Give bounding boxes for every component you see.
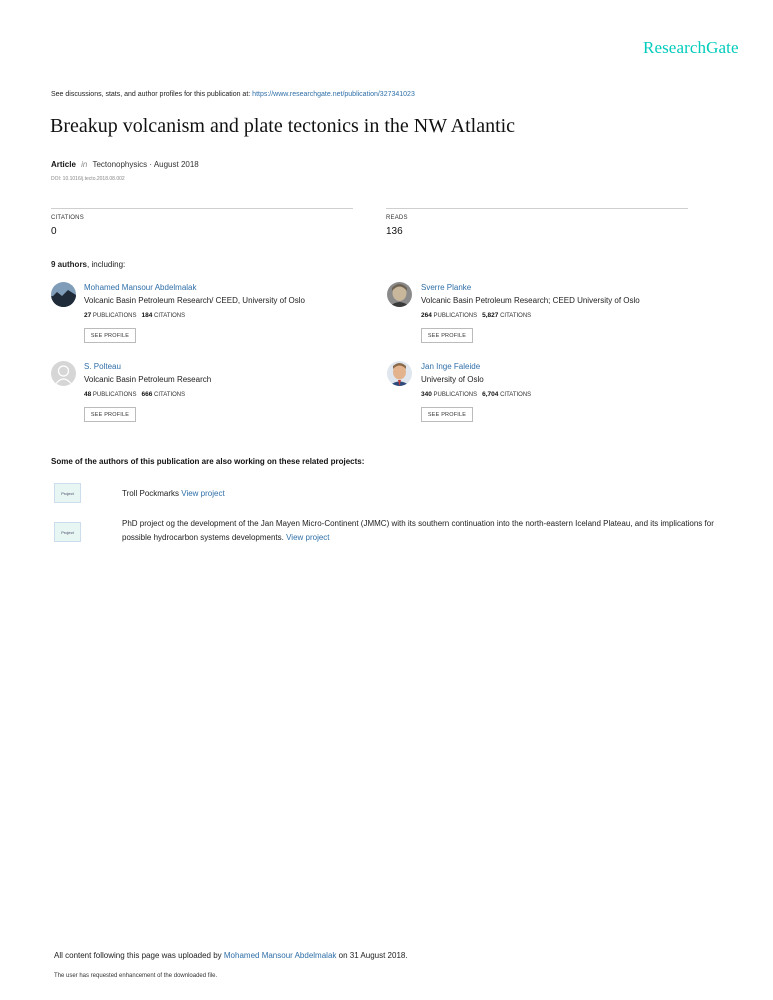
reads-label: READS [386, 215, 408, 221]
author-name-link[interactable]: Jan Inge Faleide [421, 362, 481, 371]
publications-count: 340 [421, 391, 432, 398]
uploader-link[interactable]: Mohamed Mansour Abdelmalak [223, 951, 337, 960]
citations-label: CITATIONS [500, 392, 532, 398]
see-profile-button[interactable]: SEE PROFILE [421, 407, 473, 422]
upload-prefix: All content following this page was uploaded by [54, 951, 224, 960]
publications-label: PUBLICATIONS [92, 392, 137, 398]
author-stats [421, 391, 531, 398]
author-stats [84, 391, 185, 398]
article-in: in [81, 160, 88, 169]
discussions-prefix: See discussions, stats, and author profiles for this publication at: [51, 91, 253, 98]
see-profile-button[interactable]: SEE PROFILE [84, 328, 136, 343]
avatar[interactable] [387, 282, 412, 307]
publications-label: PUBLICATIONS [92, 313, 137, 319]
journal-date: Tectonophysics · August 2018 [92, 160, 199, 169]
article-meta [51, 160, 199, 169]
avatar[interactable] [387, 361, 412, 386]
article-title: Breakup volcanism and plate tectonics in the NW Atlantic [50, 115, 516, 137]
publications-label: PUBLICATIONS [433, 392, 478, 398]
citations-label: CITATIONS [500, 313, 532, 319]
default-user-icon [51, 361, 76, 386]
authors-suffix: , including: [87, 260, 126, 269]
upload-note [54, 951, 408, 960]
see-profile-button[interactable]: SEE PROFILE [84, 407, 136, 422]
citations-label: CITATIONS [51, 215, 84, 221]
avatar[interactable] [51, 361, 76, 386]
see-profile-button[interactable]: SEE PROFILE [421, 328, 473, 343]
author-name-link[interactable]: Mohamed Mansour Abdelmalak [84, 283, 197, 292]
project-thumbnail[interactable]: Project [54, 522, 81, 542]
author-stats [84, 312, 185, 319]
discussions-line [51, 91, 415, 98]
author-institution: University of Oslo [421, 375, 484, 384]
enhancement-note: The user has requested enhancement of the downloaded file. [54, 973, 218, 979]
citations-count: 5,827 [482, 312, 499, 319]
citations-count: 666 [141, 391, 153, 398]
author-name-link[interactable]: Sverre Planke [421, 283, 472, 292]
article-type: Article [51, 160, 76, 169]
doi: DOI: 10.1016/j.tecto.2018.08.002 [51, 176, 125, 182]
reads-value: 136 [386, 226, 403, 237]
authors-heading [51, 260, 125, 269]
avatar[interactable] [51, 282, 76, 307]
portrait-photo-icon [387, 282, 412, 307]
author-institution: Volcanic Basin Petroleum Research [84, 375, 212, 384]
view-project-link[interactable]: View project [181, 489, 225, 498]
project-title: PhD project og the development of the Jan Mayen Micro-Continent (JMMC) with its southern continuation into the north-eastern Iceland Plateau, and its implications for possible hydrocarbon systems developments. [122, 519, 714, 542]
projects-heading: Some of the authors of this publication are also working on these related projects: [51, 457, 365, 466]
citations-value: 0 [51, 226, 57, 237]
project-thumbnail[interactable]: Project [54, 483, 81, 503]
project-item [122, 487, 712, 501]
citations-label: CITATIONS [154, 313, 186, 319]
upload-suffix: on 31 August 2018. [336, 951, 408, 960]
author-name-link[interactable]: S. Polteau [84, 362, 121, 371]
citations-divider [51, 208, 353, 209]
publications-label: PUBLICATIONS [433, 313, 478, 319]
project-title: Troll Pockmarks [122, 489, 182, 498]
reads-divider [386, 208, 688, 209]
publications-count: 264 [421, 312, 432, 319]
view-project-link[interactable]: View project [286, 533, 330, 542]
researchgate-logo[interactable]: ResearchGate [643, 38, 739, 57]
author-institution: Volcanic Basin Petroleum Research/ CEED, University of Oslo [84, 296, 305, 305]
citations-count: 6,704 [482, 391, 499, 398]
authors-count: 9 authors [51, 260, 88, 269]
citations-label: CITATIONS [154, 392, 186, 398]
landscape-photo-icon [51, 282, 76, 307]
citations-count: 184 [141, 312, 153, 319]
author-stats [421, 312, 531, 319]
publication-url-link[interactable]: https://www.researchgate.net/publication/327341023 [252, 91, 415, 98]
publications-count: 48 [84, 391, 92, 398]
project-item [122, 517, 717, 545]
publications-count: 27 [84, 312, 92, 319]
portrait-photo-icon [387, 361, 412, 386]
author-institution: Volcanic Basin Petroleum Research; CEED University of Oslo [421, 296, 640, 305]
